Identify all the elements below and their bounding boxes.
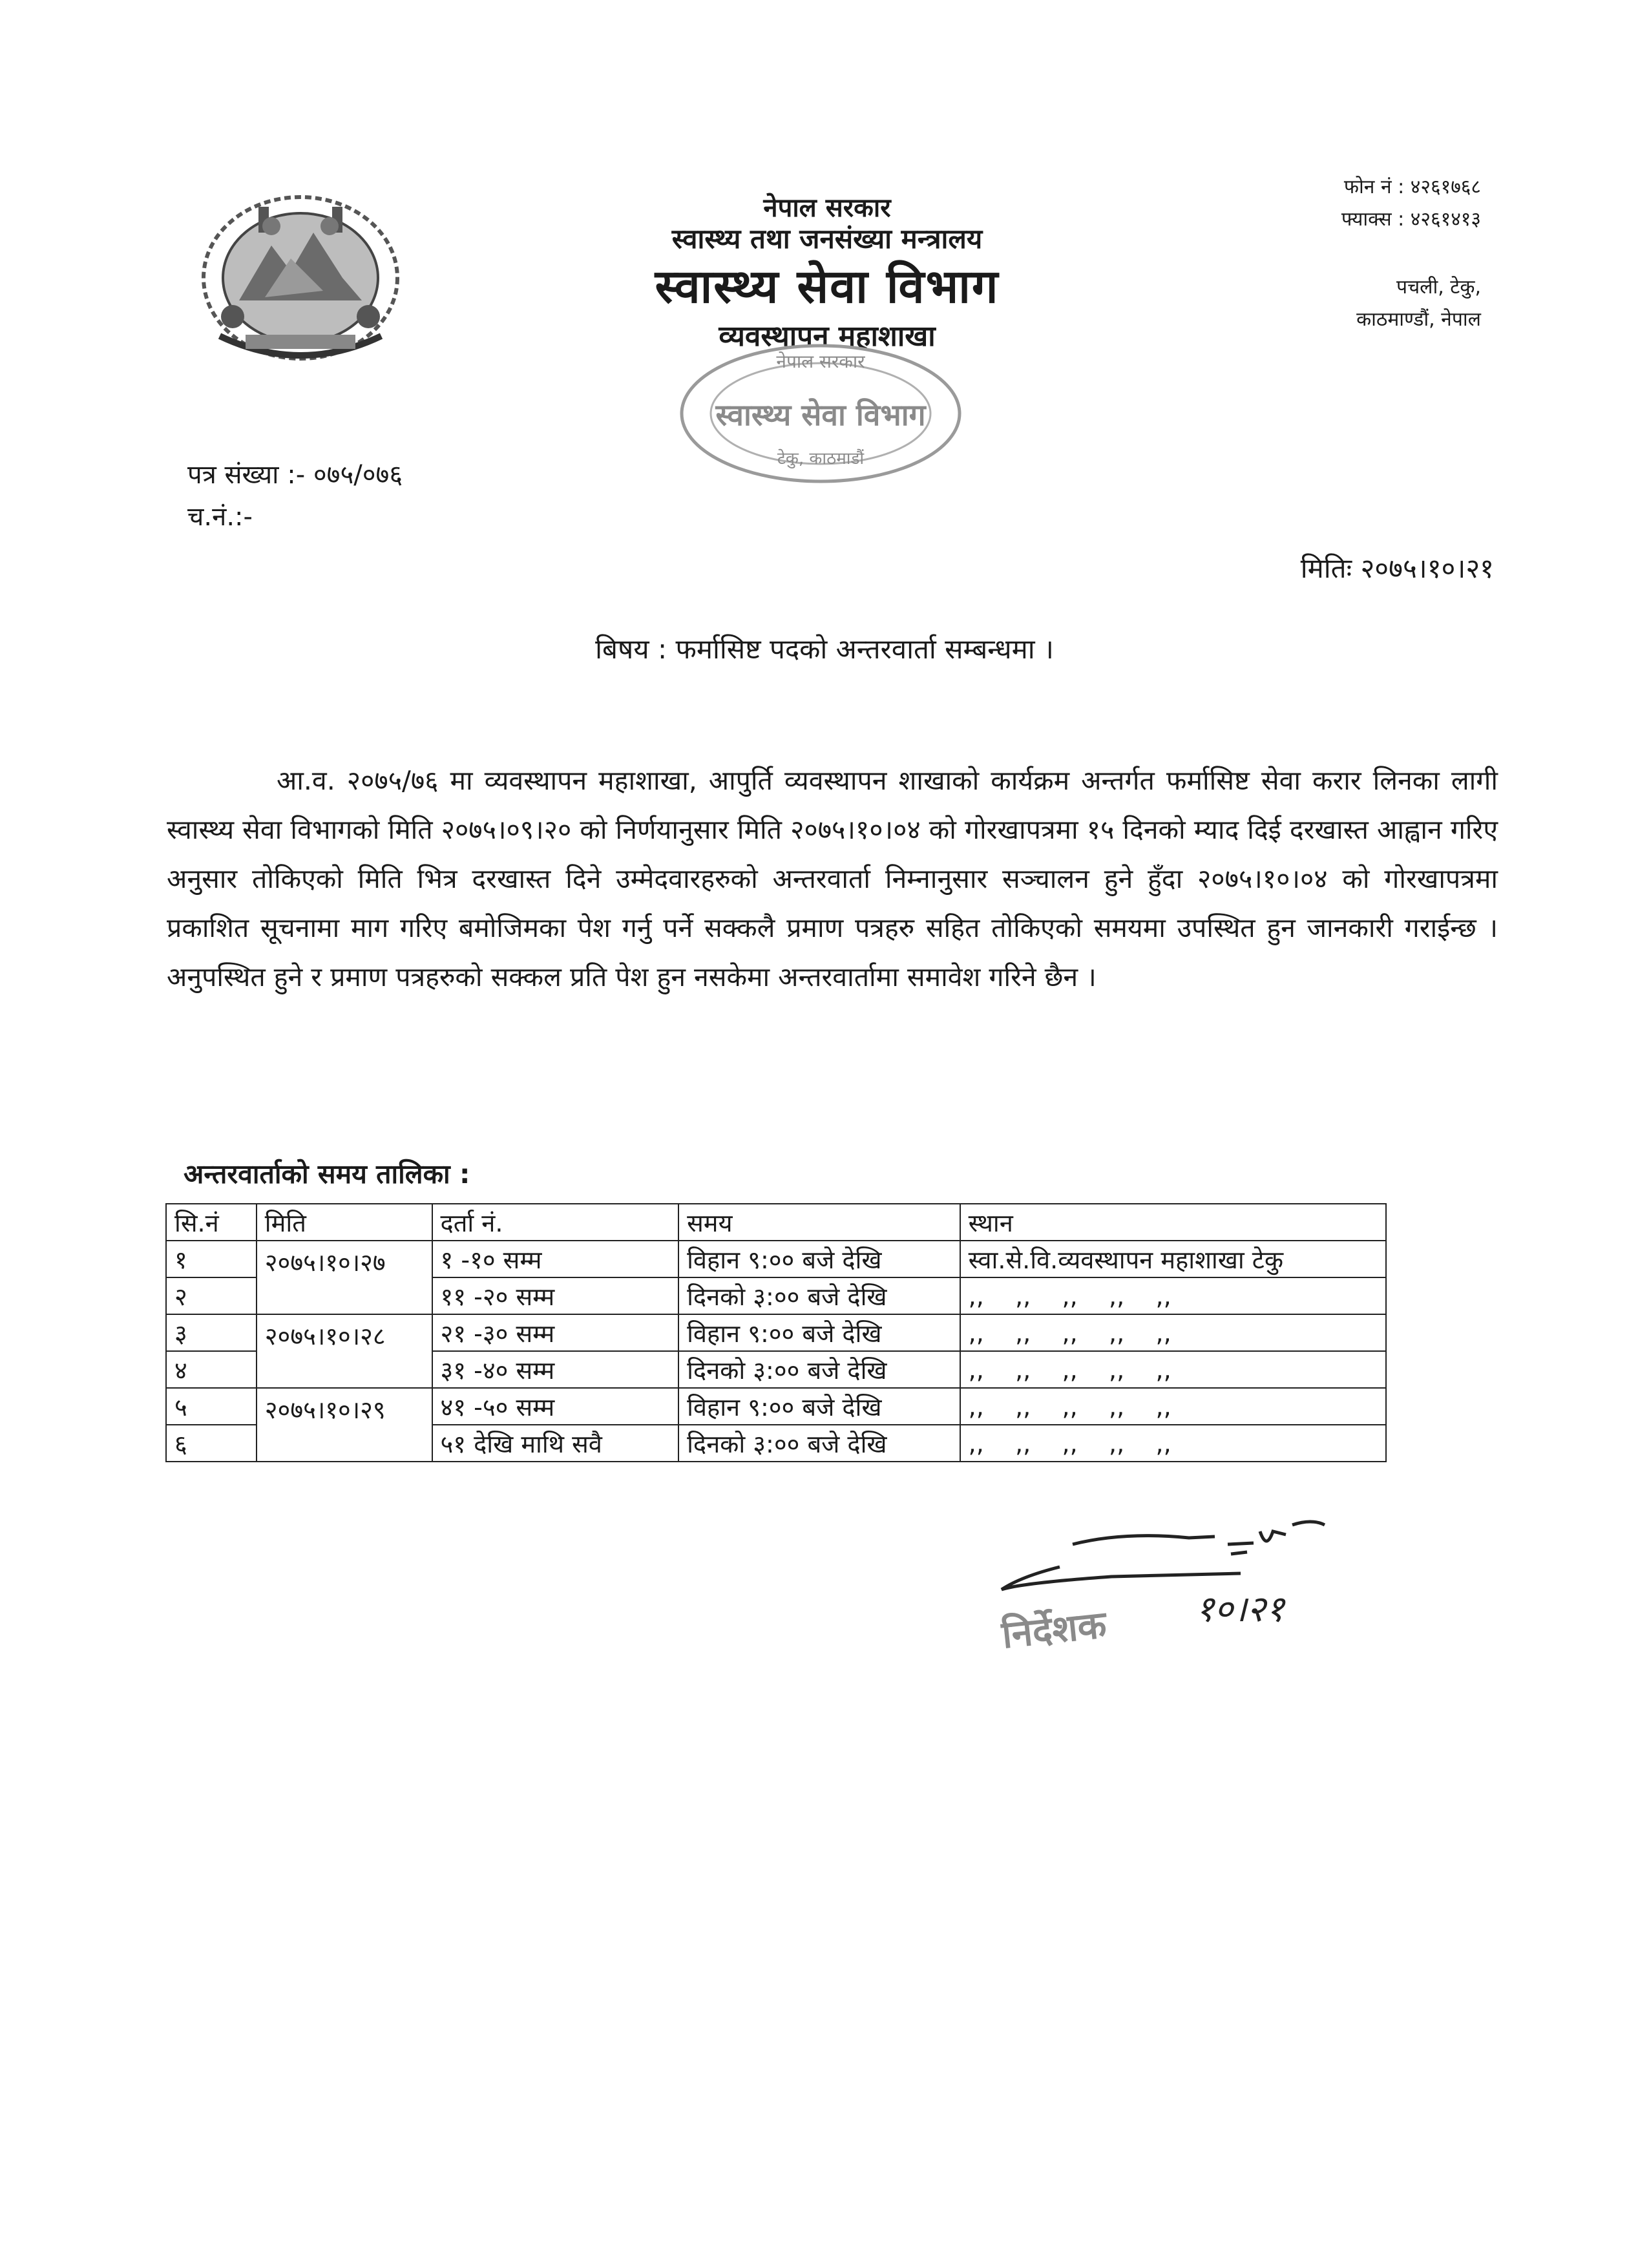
- header-time: समय: [678, 1204, 960, 1241]
- header-registration: दर्ता नं.: [432, 1204, 679, 1241]
- cell-sn: ४: [166, 1351, 257, 1388]
- schedule-title: अन्तरवार्ताको समय तालिका :: [184, 1159, 470, 1190]
- cell-registration: ५१ देखि माथि सवै: [432, 1425, 679, 1462]
- contact-fax: फ्याक्स : ४२६१४१३: [1341, 208, 1481, 231]
- cell-date: २०७५।१०।२८: [257, 1314, 432, 1388]
- cell-place: ,, ,, ,, ,, ,,: [960, 1277, 1386, 1314]
- cell-date: २०७५।१०।२९: [257, 1388, 432, 1462]
- stamp-text-top: नेपाल सरकार: [776, 351, 865, 372]
- stamp-text-middle: स्वास्थ्य सेवा विभाग: [715, 397, 926, 432]
- header-date: मिति: [257, 1204, 432, 1241]
- contact-address-line1: पचली, टेकु,: [1396, 276, 1481, 299]
- header-government: नेपाल सरकार: [763, 193, 891, 223]
- table-row: [166, 1314, 1386, 1351]
- cell-place: ,, ,, ,, ,, ,,: [960, 1314, 1386, 1351]
- cell-time: विहान ९:०० बजे देखि: [678, 1314, 960, 1351]
- handwritten-signature-icon: [982, 1506, 1344, 1615]
- cell-time: दिनको ३:०० बजे देखि: [678, 1277, 960, 1314]
- cell-sn: २: [166, 1277, 257, 1314]
- stamp-text-bottom: टेकु, काठमाडौं: [777, 449, 865, 468]
- cell-time: विहान ९:०० बजे देखि: [678, 1241, 960, 1277]
- cell-registration: ४१ -५० सम्म: [432, 1388, 679, 1425]
- cell-sn: ३: [166, 1314, 257, 1351]
- cell-place: ,, ,, ,, ,, ,,: [960, 1425, 1386, 1462]
- office-stamp: [672, 336, 969, 491]
- cell-time: दिनको ३:०० बजे देखि: [678, 1351, 960, 1388]
- cell-date: २०७५।१०।२७: [257, 1241, 432, 1314]
- cell-registration: १ -१० सम्म: [432, 1241, 679, 1277]
- header-sn: सि.नं: [166, 1204, 257, 1241]
- schedule-table: [165, 1203, 1387, 1462]
- table-row: [166, 1388, 1386, 1425]
- cell-sn: १: [166, 1241, 257, 1277]
- contact-address-line2: काठमाण्डौं, नेपाल: [1356, 308, 1481, 331]
- cell-registration: ११ -२० सम्म: [432, 1277, 679, 1314]
- cell-time: दिनको ३:०० बजे देखि: [678, 1425, 960, 1462]
- nepal-emblem-icon: [194, 187, 407, 375]
- letter-subject: बिषय : फर्मासिष्ट पदको अन्तरवार्ता सम्बन्धमा ।: [595, 633, 1054, 665]
- contact-phone: फोन नं : ४२६१७६८: [1343, 176, 1481, 198]
- letter-body: आ.व. २०७५/७६ मा व्यवस्थापन महाशाखा, आपुर्ति व्यवस्थापन शाखाको कार्यक्रम अन्तर्गत फर्मासिष्ट सेवा करार लिनका लागी स्वास्थ्य सेवा विभागको मिति २०७५।०९।२० को निर्णयानुसार मिति २०७५।१०।०४ को गोरखापत्रमा १५ दिनको म्याद दिई दरखास्त आह्वान गरिए अनुसार तोकिएको मिति भित्र दरखास्त दिने उम्मेदवारहरुको अन्तरवार्ता निम्नानुसार सञ्चालन हुने हुँदा २०७५।१०।०४ को गोरखापत्रमा प्रकाशित सूचनामा माग गरिए बमोजिमका पेश गर्नु पर्ने सक्कलै प्रमाण पत्रहरु सहित तोकिएको समयमा उपस्थित हुन जानकारी गराईन्छ । अनुपस्थित हुने र प्रमाण पत्रहरुको सक्कल प्रति पेश हुन नसकेमा अन्तरवार्तामा समावेश गरिने छैन ।: [167, 765, 1498, 992]
- table-header-row: [166, 1204, 1386, 1241]
- table-row: [166, 1241, 1386, 1277]
- letter-date: मितिः २०७५।१०।२१: [1300, 552, 1494, 584]
- signature-block: [982, 1506, 1344, 1674]
- cell-sn: ६: [166, 1425, 257, 1462]
- header-department: स्वास्थ्य सेवा विभाग: [655, 259, 1000, 313]
- cell-sn: ५: [166, 1388, 257, 1425]
- header-place: स्थान: [960, 1204, 1386, 1241]
- header-ministry: स्वास्थ्य तथा जनसंख्या मन्त्रालय: [671, 223, 983, 255]
- letter-reference-number: पत्र संख्या :- ०७५/०७६: [187, 460, 403, 490]
- cell-registration: ३१ -४० सम्म: [432, 1351, 679, 1388]
- cell-time: विहान ९:०० बजे देखि: [678, 1388, 960, 1425]
- director-title-stamp: निर्देशक: [1000, 1602, 1109, 1657]
- cell-place: ,, ,, ,, ,, ,,: [960, 1351, 1386, 1388]
- cell-place: स्वा.से.वि.व्यवस्थापन महाशाखा टेकु: [960, 1241, 1386, 1277]
- cell-place: ,, ,, ,, ,, ,,: [960, 1388, 1386, 1425]
- header-division: व्यवस्थापन महाशाखा: [719, 320, 936, 353]
- cell-registration: २१ -३० सम्म: [432, 1314, 679, 1351]
- letter-dispatch-number: च.नं.:-: [187, 502, 253, 532]
- signature-date-note: १०।२१: [1195, 1588, 1285, 1630]
